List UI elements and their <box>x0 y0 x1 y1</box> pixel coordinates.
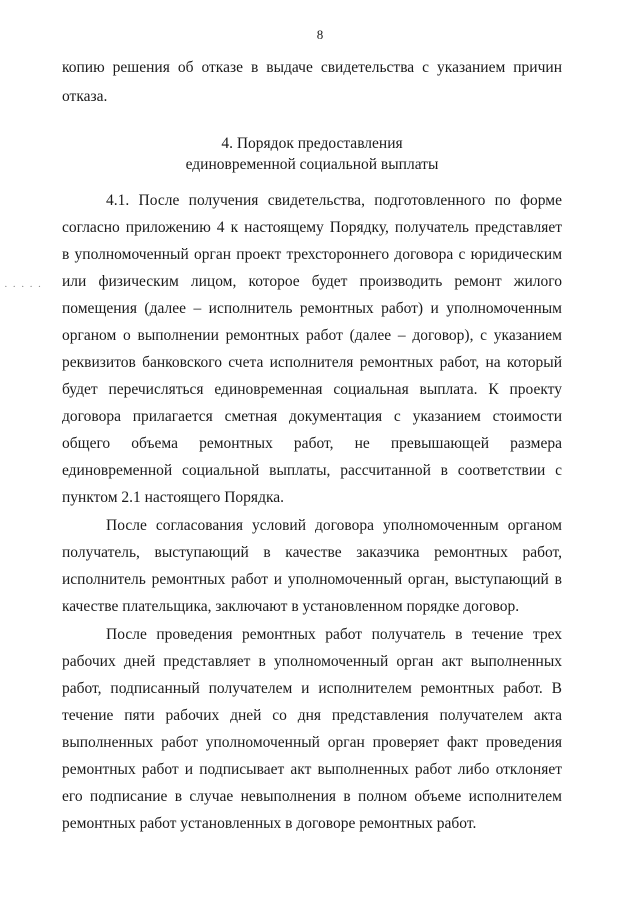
text-line: ремонтных работ установленных в договоре ремонтных работ. <box>62 815 477 832</box>
text-line: единовременной социальной выплаты, рассчитанной в соответствии с <box>62 462 562 479</box>
text-line: 4.1. После получения свидетельства, подготовленного по форме <box>106 192 562 209</box>
text-line: исполнитель ремонтных работ и уполномоченный орган, выступающий в <box>62 571 562 588</box>
text-line: общего объема ремонтных работ, не превышающей размера <box>62 435 562 452</box>
text-line: качестве плательщика, заключают в установленном порядке договор. <box>62 598 520 615</box>
text-line: пунктом 2.1 настоящего Порядка. <box>62 489 285 506</box>
section-title-line-2: единовременной социальной выплаты <box>185 156 439 173</box>
section-heading <box>62 133 562 175</box>
text-line: получатель, выступающий в качестве заказчика ремонтных работ, <box>62 544 562 561</box>
text-line: выполненных работ уполномоченный орган проверяет факт проведения <box>62 734 562 751</box>
text-line: в уполномоченный орган проект трехстороннего договора с юридическим <box>62 246 562 263</box>
text-line: согласно приложению 4 к настоящему Порядку, получатель представляет <box>62 219 562 236</box>
text-line: будет перечисляться единовременная социальная выплата. К проекту <box>62 381 562 398</box>
text-line: После согласования условий договора уполномоченным органом <box>106 517 562 534</box>
margin-mark: · · · · · <box>4 281 43 293</box>
text-line: или физическим лицом, которое будет производить ремонт жилого <box>62 273 562 290</box>
text-line: отказа. <box>62 88 108 105</box>
text-line: его подписание в случае невыполнения в полном объеме исполнителем <box>62 788 562 805</box>
text-line: рабочих дней представляет в уполномоченный орган акт выполненных <box>62 653 562 670</box>
text-line: помещения (далее – исполнитель ремонтных работ) и уполномоченным <box>62 300 562 317</box>
text-line: работ, подписанный получателем и исполнителем ремонтных работ. В <box>62 680 562 697</box>
text-line: После проведения ремонтных работ получатель в течение трех <box>106 626 562 643</box>
text-line: договора прилагается сметная документация с указанием стоимости <box>62 408 562 425</box>
text-line: органом о выполнении ремонтных работ (далее – договор), с указанием <box>62 327 562 344</box>
page-number: 8 <box>316 27 324 42</box>
section-title-line-1: 4. Порядок предоставления <box>221 135 403 152</box>
text-line: ремонтных работ и подписывает акт выполненных работ либо отклоняет <box>62 761 562 778</box>
text-line: копию решения об отказе в выдаче свидетельства с указанием причин <box>62 59 562 76</box>
text-line: течение пяти рабочих дней со дня представления получателем акта <box>62 707 562 724</box>
text-line: реквизитов банковского счета исполнителя ремонтных работ, на который <box>62 354 562 371</box>
